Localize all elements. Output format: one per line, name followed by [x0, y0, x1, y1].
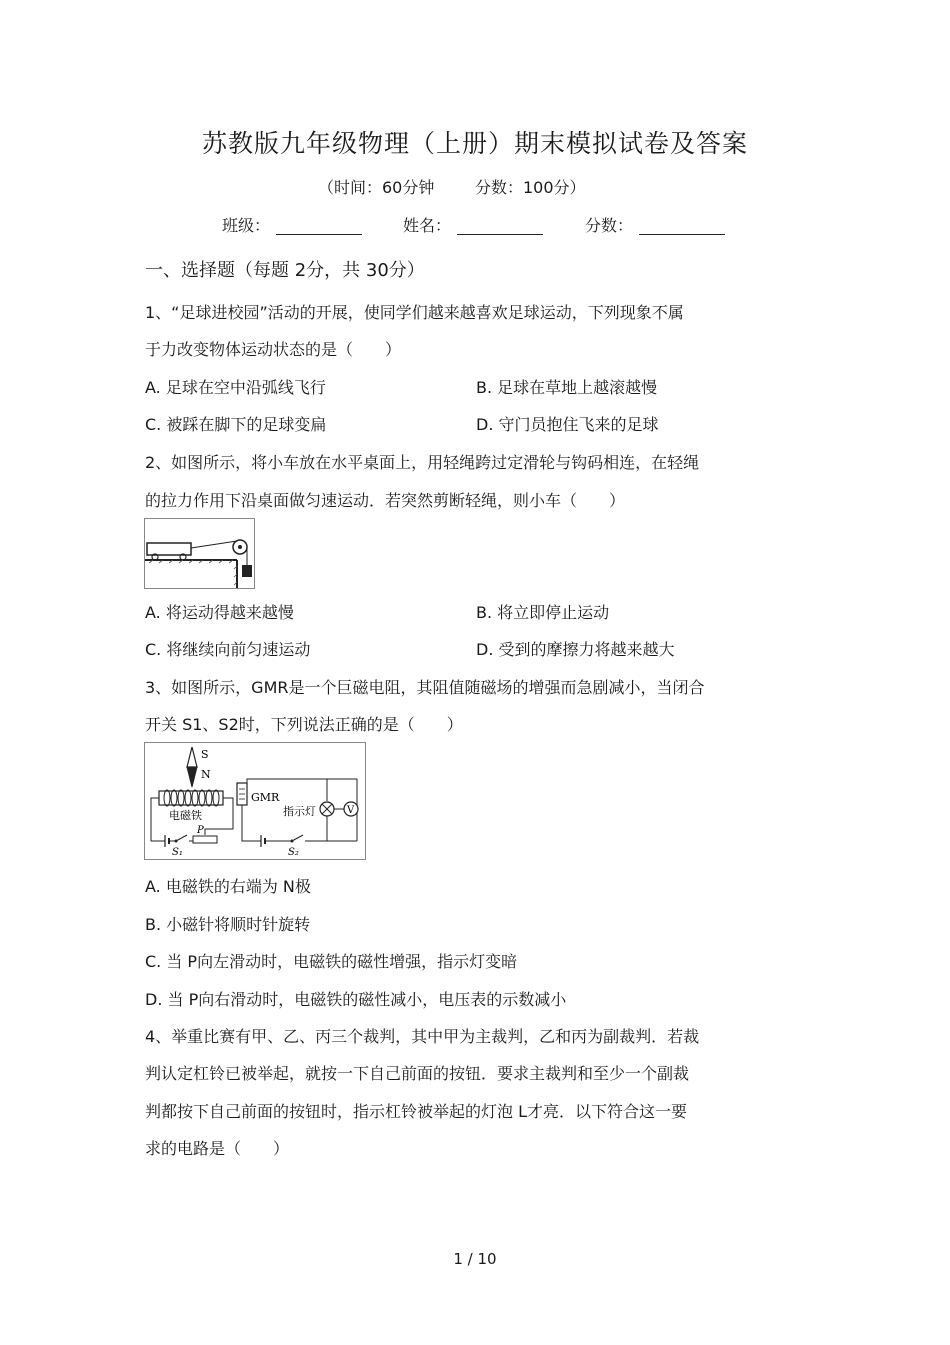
compass-needle-n [187, 767, 197, 787]
page-number: 1 / 10 [453, 1250, 497, 1268]
q1-option-d: D. 守门员抱住飞来的足球 [476, 415, 659, 434]
table-hatching [149, 560, 237, 585]
class-field [222, 213, 362, 236]
section-heading: 一、选择题（每题 2分，共 30分） [145, 260, 425, 281]
q3-option-d: D. 当 P向右滑动时，电磁铁的磁性减小，电压表的示数减小 [145, 990, 567, 1009]
q2-stem-line1: 2、如图所示，将小车放在水平桌面上，用轻绳跨过定滑轮与钩码相连，在轻绳 [145, 453, 700, 472]
q1-stem-line2: 于力改变物体运动状态的是（ ） [145, 340, 402, 359]
exam-time: （时间：60分钟 [318, 178, 435, 197]
slider-p-label: P [197, 825, 204, 836]
q2-stem-line2: 的拉力作用下沿桌面做匀速运动．若突然剪断轻绳，则小车（ ） [145, 491, 626, 510]
left-circuit-wire-d [205, 798, 233, 835]
q3-option-c: C. 当 P向左滑动时，电磁铁的磁性增强，指示灯变暗 [145, 952, 518, 971]
class-label: 班级： [222, 216, 271, 235]
rheostat [193, 836, 217, 843]
q3-option-b: B. 小磁针将顺时针旋转 [145, 915, 311, 934]
s1-label: S₁ [172, 847, 183, 858]
page-title: 苏教版九年级物理（上册）期末模拟试卷及答案 [201, 129, 748, 158]
q4-stem-line1: 4、举重比赛有甲、乙、丙三个裁判，其中甲为主裁判，乙和丙为副裁判．若裁 [145, 1027, 700, 1046]
q4-stem-line3: 判都按下自己前面的按钮时，指示杠铃被举起的灯泡 L才亮．以下符合这一要 [145, 1102, 688, 1121]
class-blank[interactable] [276, 216, 362, 235]
electromagnet-label: 电磁铁 [169, 809, 202, 822]
q2-option-a: A. 将运动得越来越慢 [145, 603, 294, 622]
cart-body [147, 543, 191, 555]
lamp-label: 指示灯 [283, 805, 316, 818]
q3-stem-line2: 开关 S1、S2时，下列说法正确的是（ ） [145, 715, 463, 734]
needle-n-label: N [201, 768, 211, 781]
score-blank[interactable] [639, 216, 725, 235]
q2-option-c: C. 将继续向前匀速运动 [145, 640, 311, 659]
voltmeter-label: V [347, 805, 355, 816]
coil-windings [164, 790, 219, 806]
name-label: 姓名： [403, 216, 452, 235]
rope-horizontal [191, 541, 237, 548]
right-circuit-left-wire [242, 805, 261, 841]
cart-pulley-diagram [145, 519, 254, 588]
q1-option-b: B. 足球在草地上越滚越慢 [476, 378, 658, 397]
gmr-label: GMR [251, 791, 280, 804]
switch-s1-blade [176, 835, 187, 841]
score-label: 分数： [585, 216, 634, 235]
pulley-axle [238, 545, 242, 549]
score-field [585, 213, 725, 236]
name-field [403, 213, 543, 236]
q1-option-c: C. 被踩在脚下的足球变扁 [145, 415, 327, 434]
name-blank[interactable] [457, 216, 543, 235]
q1-stem-line1: 1、“足球进校园”活动的开展，使同学们越来越喜欢足球运动，下列现象不属 [145, 303, 684, 322]
q3-option-a: A. 电磁铁的右端为 N极 [145, 877, 311, 896]
q1-option-a: A. 足球在空中沿弧线飞行 [145, 378, 326, 397]
q3-stem-line1: 3、如图所示，GMR是一个巨磁电阻，其阻值随磁场的增强而急剧减小，当闭合 [145, 678, 705, 697]
switch-s2-blade [292, 835, 303, 841]
q4-stem-line4: 求的电路是（ ） [145, 1139, 290, 1158]
q2-option-d: D. 受到的摩擦力将越来越大 [476, 640, 675, 659]
exam-total-score: 分数：100分） [475, 178, 586, 197]
q4-stem-line2: 判认定杠铃已被举起，就按一下自己前面的按钮．要求主裁判和至少一个副裁 [145, 1064, 690, 1083]
q2-option-b: B. 将立即停止运动 [476, 603, 610, 622]
compass-needle-s [187, 747, 197, 767]
gmr-circuit-diagram [145, 743, 365, 859]
needle-s-label: S [201, 748, 209, 761]
hook-weight [242, 565, 252, 577]
q3-gmr-circuit-figure [144, 742, 366, 860]
s2-label: S₂ [288, 847, 299, 858]
q2-cart-pulley-figure [144, 518, 255, 589]
